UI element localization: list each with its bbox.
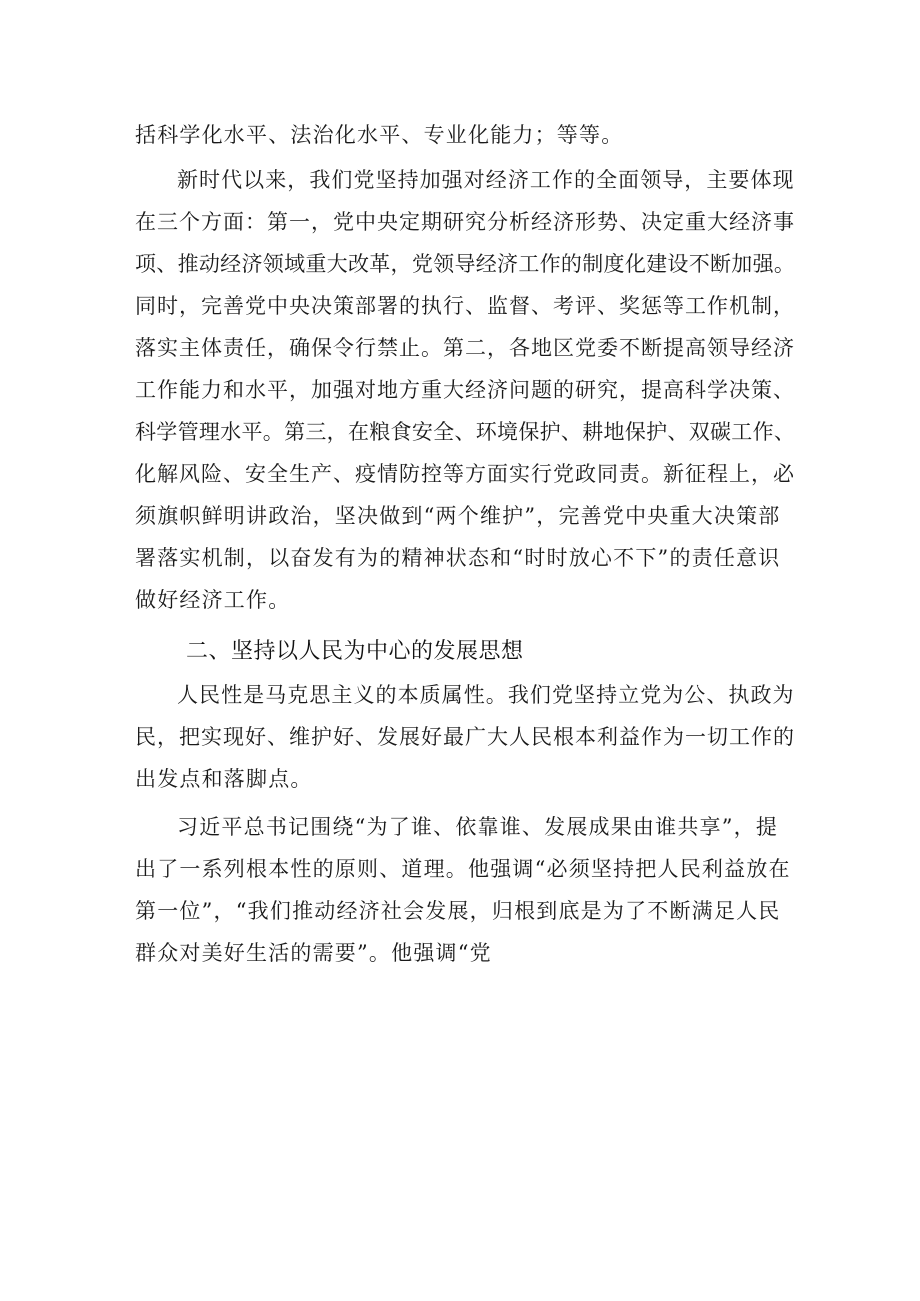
text-line: 第一位”，“我们推动经济社会发展，归根到底是为了不断满足人民: [135, 899, 781, 923]
text-line: 习近平总书记围绕“为了谁、依靠谁、发展成果由谁共享”，提: [177, 815, 779, 839]
text-line: 新时代以来，我们党坚持加强对经济工作的全面领导，主要体现: [177, 168, 795, 192]
text-line: 出发点和落脚点。: [135, 767, 313, 791]
text-line: 同时，完善党中央决策部署的执行、监督、考评、奖惩等工作机制，: [135, 294, 795, 318]
text-line: 化解风险、安全生产、疫情防控等方面实行党政同责。新征程上，必: [135, 462, 795, 486]
text-line: 落实主体责任，确保令行禁止。第二，各地区党委不断提高领导经济: [135, 336, 795, 360]
text-line: 署落实机制，以奋发有为的精神状态和“时时放心不下”的责任意识: [135, 546, 781, 570]
text-line: 须旗帜鲜明讲政治，坚决做到“两个维护”，完善党中央重大决策部: [135, 504, 781, 528]
text-line: 在三个方面：第一，党中央定期研究分析经济形势、决定重大经济事: [135, 210, 795, 234]
text-line: 科学管理水平。第三，在粮食安全、环境保护、耕地保护、双碳工作、: [135, 420, 796, 444]
text-line: 括科学化水平、法治化水平、专业化能力；等等。: [135, 123, 624, 147]
text-line: 做好经济工作。: [135, 588, 291, 612]
text-line: 项、推动经济领域重大改革，党领导经济工作的制度化建设不断加强。: [135, 252, 796, 276]
text-line: 工作能力和水平，加强对地方重大经济问题的研究，提高科学决策、: [135, 378, 795, 402]
section-heading: 二、坚持以人民为中心的发展思想: [186, 639, 524, 664]
text-line: 民，把实现好、维护好、发展好最广大人民根本利益作为一切工作的: [135, 725, 795, 749]
text-line: 出了一系列根本性的原则、道理。他强调“必须坚持把人民利益放在: [135, 857, 791, 881]
text-line: 群众对美好生活的需要”。他强调“党: [135, 941, 492, 965]
text-line: 人民性是马克思主义的本质属性。我们党坚持立党为公、执政为: [177, 683, 795, 707]
